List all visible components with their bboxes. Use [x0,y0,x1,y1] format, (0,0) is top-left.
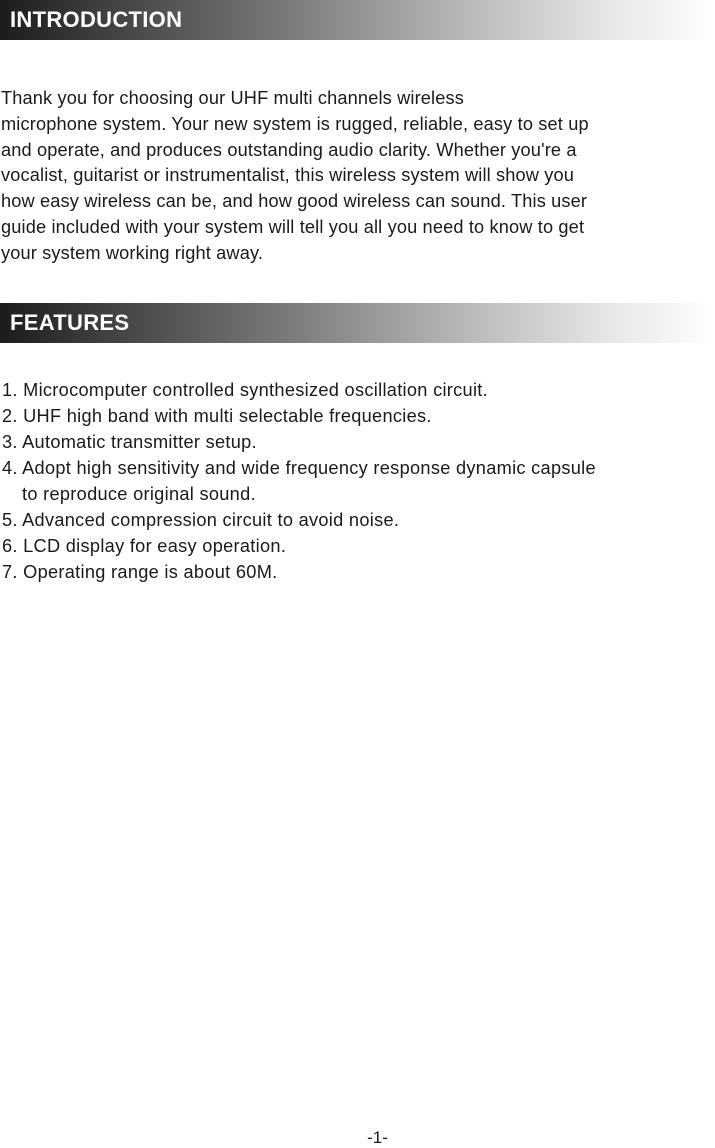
features-header-bar [0,303,715,343]
features-heading: FEATURES [10,310,130,335]
intro-line: microphone system. Your new system is rugged, reliable, easy to set up [1,113,589,134]
page-number: -1- [367,1128,388,1147]
feature-item: 5. Advanced compression circuit to avoid noise. [2,510,400,530]
intro-line: and operate, and produces outstanding audio clarity. Whether you're a [1,139,577,160]
feature-item: 4. Adopt high sensitivity and wide frequency response dynamic capsule [2,458,596,478]
feature-item-continuation: to reproduce original sound. [22,484,256,504]
intro-line: vocalist, guitarist or instrumentalist, this wireless system will show you [1,165,575,186]
feature-item: 1. Microcomputer controlled synthesized oscillation circuit. [2,380,489,400]
introduction-paragraph [1,86,715,267]
feature-item: 7. Operating range is about 60M. [2,562,278,582]
feature-item: 3. Automatic transmitter setup. [2,432,257,452]
features-list [2,377,715,585]
intro-line: Thank you for choosing our UHF multi channels wireless [1,88,464,108]
feature-item: 6. LCD display for easy operation. [2,536,287,556]
intro-line: your system working right away. [1,242,264,263]
introduction-header-bar [0,0,715,40]
introduction-heading: INTRODUCTION [10,7,183,32]
intro-line: how easy wireless can be, and how good wireless can sound. This user [1,191,588,212]
feature-item: 2. UHF high band with multi selectable frequencies. [2,406,432,426]
intro-line: guide included with your system will tell you all you need to know to get [1,216,585,237]
